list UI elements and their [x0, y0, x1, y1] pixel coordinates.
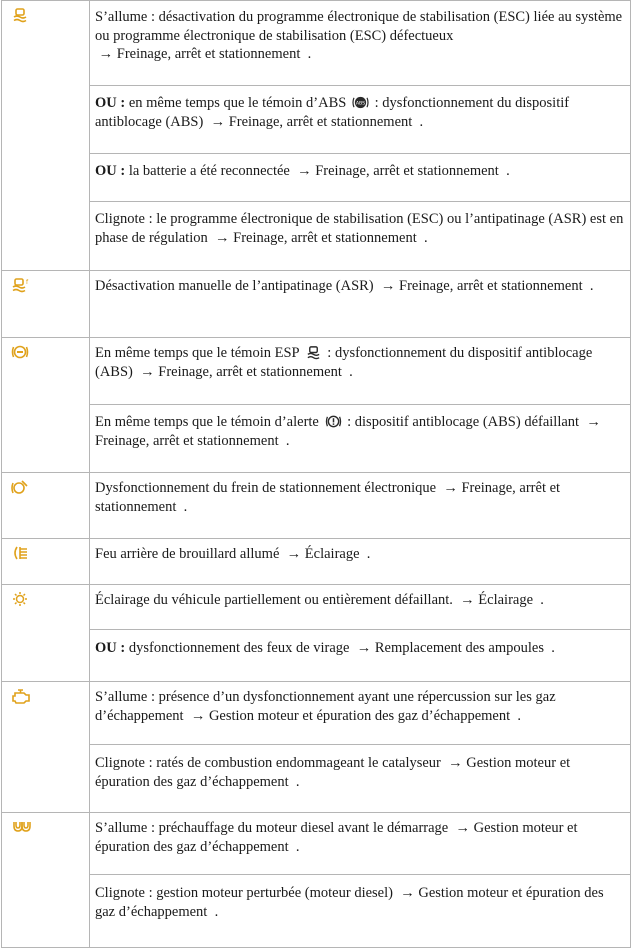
warning-lights-table: [1, 0, 631, 948]
cross-reference-link[interactable]: Freinage, arrêt et stationnement: [228, 113, 413, 130]
cross-reference-link[interactable]: Freinage, arrêt et stationnement: [95, 480, 561, 515]
brake-alert-icon: [325, 414, 342, 429]
description-entry: S’allume : présence d’un dysfonctionnement ayant une répercussion sur les gaz d’échappement → Gestion moteur et épuration des gaz d’échappement .: [95, 689, 556, 724]
table-row: [2, 338, 630, 473]
esp-icon: [305, 345, 322, 360]
table-row: [2, 1, 630, 271]
table-row: [2, 813, 630, 947]
cross-reference-link[interactable]: Freinage, arrêt et stationnement: [233, 229, 417, 246]
description-entry: [90, 8, 630, 78]
bulb-failure-icon: [11, 591, 29, 607]
abs-warning-icon: [352, 95, 369, 110]
description-entry: Feu arrière de brouillard allumé → Éclairage .: [95, 546, 371, 562]
description-entry: Clignote : ratés de combustion endommageant le catalyseur → Gestion moteur et épuration des gaz d’échappement .: [90, 744, 630, 813]
cross-reference-link[interactable]: Gestion moteur et épuration des gaz d’échappement: [95, 820, 578, 855]
abs-icon: [11, 344, 29, 360]
engine-check-icon: [11, 688, 33, 704]
description-entry: Clignote : le programme électronique de stabilisation (ESC) ou l’antipatinage (ASR) est en phase de régulation → Freinage, arrêt et stationnement .: [90, 201, 630, 271]
cross-reference-link[interactable]: Gestion moteur et épuration des gaz d’échappement: [208, 707, 511, 724]
description-entry: Désactivation manuelle de l’antipatinage (ASR) → Freinage, arrêt et stationnement .: [95, 278, 594, 294]
cross-reference-link[interactable]: Freinage, arrêt et stationnement: [95, 432, 279, 449]
description-entry: En même temps que le témoin d’alerte : dispositif antiblocage (ABS) défaillant → Freinage, arrêt et stationnement .: [90, 404, 630, 473]
description-entry: OU : dysfonctionnement des feux de virage → Remplacement des ampoules .: [90, 629, 630, 682]
parking-brake-icon: [11, 479, 29, 495]
rear-fog-light-icon: [11, 545, 29, 561]
description-entry: En même temps que le témoin ESP : dysfonctionnement du dispositif antiblocage (ABS) → Freinage, arrêt et stationnement .: [95, 345, 593, 380]
cross-reference-link[interactable]: Gestion moteur et épuration des gaz d’échappement: [95, 885, 604, 920]
cross-reference-link[interactable]: Freinage, arrêt et stationnement: [399, 278, 583, 294]
icon-cell: [2, 682, 90, 812]
description-entry: OU : la batterie a été reconnectée → Freinage, arrêt et stationnement .: [90, 153, 630, 201]
table-row: [2, 539, 630, 585]
table-row: [2, 585, 630, 682]
asr-off-icon: [11, 277, 29, 293]
table-row: [2, 473, 630, 539]
cross-reference-link[interactable]: Éclairage: [478, 592, 534, 608]
description-entry: Dysfonctionnement du frein de stationnement électronique → Freinage, arrêt et stationnement .: [95, 480, 561, 515]
description-entry: Éclairage du véhicule partiellement ou entièrement défaillant. → Éclairage .: [95, 592, 544, 608]
description-entry: S’allume : préchauffage du moteur diesel avant le démarrage → Gestion moteur et épuration des gaz d’échappement .: [95, 820, 578, 855]
glow-plug-icon: [11, 819, 33, 835]
esc-stability-icon: [11, 7, 29, 23]
cross-reference-link[interactable]: Freinage, arrêt et stationnement: [116, 46, 301, 62]
icon-cell: [2, 813, 90, 947]
icon-cell: [2, 338, 90, 472]
cross-reference-link[interactable]: Gestion moteur et épuration des gaz d’échappement: [95, 755, 571, 790]
cross-reference-link[interactable]: Freinage, arrêt et stationnement: [158, 363, 342, 380]
cross-reference-link[interactable]: Freinage, arrêt et stationnement: [315, 163, 499, 179]
description-entry: OU : en même temps que le témoin d’ABS ABS : dysfonctionnement du dispositif antiblocage (ABS) → Freinage, arrêt et stationnement .: [90, 85, 630, 153]
icon-cell: [2, 539, 90, 584]
description-entry: Clignote : gestion moteur perturbée (moteur diesel) → Gestion moteur et épuration des gaz d’échappement .: [90, 874, 630, 947]
table-row: [2, 682, 630, 813]
cross-reference-link[interactable]: Remplacement des ampoules: [374, 640, 544, 656]
entry-text: S’allume : désactivation du programme électronique de stabilisation (ESC) liée au système ou programme électronique de stabilisation (ESC) défectueux → Freinage, arrêt et stationnement .: [95, 9, 623, 62]
svg-text:ABS: ABS: [355, 101, 366, 107]
icon-cell: [2, 585, 90, 681]
svg-text:f: f: [26, 279, 29, 286]
cross-reference-link[interactable]: Éclairage: [304, 546, 360, 562]
icon-cell: [2, 271, 90, 337]
icon-cell: [2, 1, 90, 270]
table-row: [2, 271, 630, 338]
icon-cell: [2, 473, 90, 538]
